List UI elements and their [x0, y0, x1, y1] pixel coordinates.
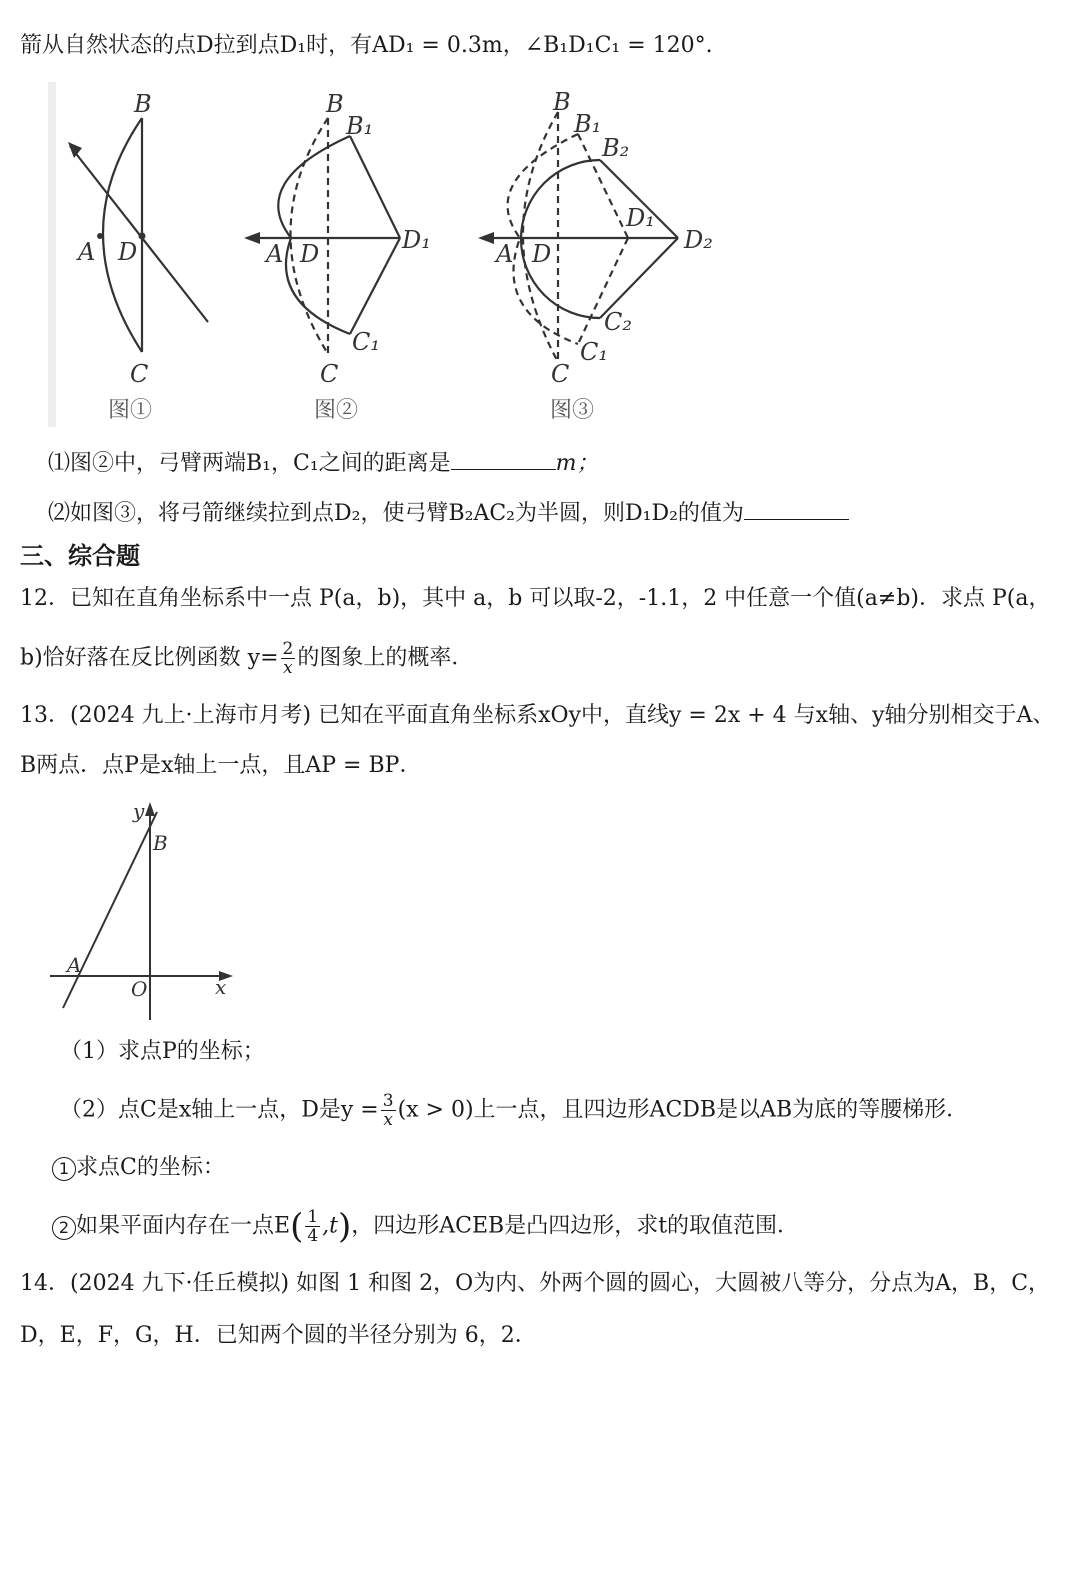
fig3-label-b2: B₂ — [602, 134, 630, 162]
circled-number-2: 2 — [52, 1216, 76, 1240]
fig2-label-d: D — [300, 240, 320, 268]
answer-blank[interactable] — [451, 469, 556, 470]
section-title: 三、综合题 — [20, 542, 140, 570]
q14-line1: 14．(2024 九下·任丘模拟) 如图 1 和图 2，O为内、外两个圆的圆心，大圆被八等分，分点为A，B，C， — [20, 1271, 1051, 1296]
fig1-label-d: D — [118, 238, 138, 266]
graph-label-o: O — [131, 977, 148, 1001]
figure-3 — [488, 112, 678, 362]
arrow-head-icon — [68, 142, 82, 158]
bow-figures — [48, 82, 748, 432]
intro-text: 箭从自然状态的点D拉到点D₁时，有AD₁ = 0.3m，∠B₁D₁C₁ = 120°. — [20, 33, 713, 58]
q13-line1: 13．(2024 九上·上海市月考) 已知在平面直角坐标系xOy中，直线y = 2x + 4 与x轴、y轴分别相交于A、 — [20, 703, 1055, 728]
graph-label-y: y — [133, 799, 145, 823]
figure-2 — [253, 118, 400, 354]
fig3-label-c1: C₁ — [580, 338, 608, 366]
fig3-label-a: A — [496, 240, 514, 268]
q13-graph — [45, 798, 245, 1023]
arrow-head-icon — [244, 232, 260, 244]
q13-part2: （2）点C是x轴上一点，D是y = $\frac{3}{x}$ (x > 0)上一点，且四边形ACDB是以AB为底的等腰梯形． — [60, 1091, 969, 1130]
q12-line2: b)恰好落在反比例函数 y= $\frac{2}{x}$ 的图象上的概率． — [20, 639, 474, 678]
fraction: $\frac{3}{x}$ — [382, 1091, 394, 1130]
fig2-label-b: B — [326, 90, 344, 118]
q13-line2: B两点．点P是x轴上一点，且AP = BP． — [20, 753, 422, 778]
fig2-label-c1: C₁ — [352, 328, 380, 356]
fig3-label-d1: D₁ — [626, 204, 655, 232]
fig2-label-b1: B₁ — [346, 112, 374, 140]
fig1-caption: 图① — [108, 398, 153, 423]
fig1-label-c: C — [130, 360, 149, 388]
fig3-label-c2: C₂ — [604, 308, 632, 336]
fig2-label-a: A — [266, 240, 284, 268]
fig1-label-a: A — [78, 238, 96, 266]
q13-sub1: 1 求点C的坐标： — [52, 1152, 225, 1184]
graph-label-x: x — [215, 975, 227, 999]
fraction: $\frac{2}{x}$ — [282, 639, 294, 678]
fig1-label-b: B — [134, 90, 152, 118]
graph-label-a: A — [67, 953, 82, 977]
fig3-label-c: C — [551, 360, 570, 388]
fig3-caption: 图③ — [550, 398, 595, 423]
fig3-label-b1: B₁ — [574, 110, 602, 138]
fig2-label-c: C — [320, 360, 339, 388]
y-axis-arrow-icon — [145, 802, 155, 816]
fig2-caption: 图② — [314, 398, 359, 423]
q11-part1: ⑴图②中，弓臂两端B₁，C₁之间的距离是 m； — [48, 451, 599, 476]
q13-part1: （1）求点P的坐标； — [60, 1039, 265, 1064]
graph-label-b: B — [153, 831, 168, 855]
answer-blank[interactable] — [744, 519, 849, 520]
fig3-label-d: D — [532, 240, 552, 268]
fig3-label-b: B — [553, 88, 571, 116]
fig3-label-d2: D₂ — [684, 226, 713, 254]
fraction: $\frac{1}{4}$ — [307, 1207, 319, 1246]
q11-part2: ⑵如图③，将弓箭继续拉到点D₂，使弓臂B₂AC₂为半圆，则D₁D₂的值为 — [48, 498, 849, 530]
circled-number-1: 1 — [52, 1157, 76, 1181]
arrow-head-icon — [478, 232, 494, 244]
q12-line1: 12．已知在直角坐标系中一点 P(a，b)，其中 a，b 可以取-2，-1.1，2 中任意一个值(a≠b)．求点 P(a， — [20, 586, 1051, 611]
q14-line2: D，E，F，G，H．已知两个圆的半径分别为 6，2． — [20, 1323, 537, 1348]
q13-sub2: 2 如果平面内存在一点E( $\frac{1}{4}$ ,t)，四边形ACEB是凸四边形，求t的取值范围． — [52, 1208, 799, 1245]
fig2-label-d1: D₁ — [402, 226, 431, 254]
